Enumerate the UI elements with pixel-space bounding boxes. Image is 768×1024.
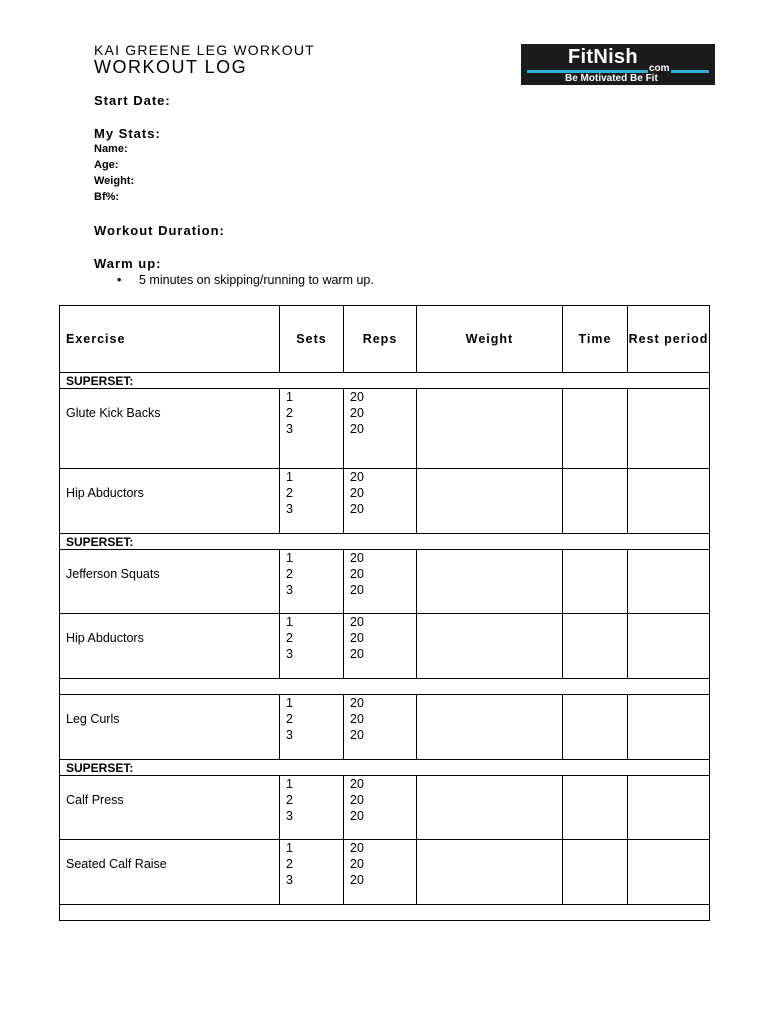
set-number: 1 — [286, 841, 293, 855]
bullet-icon: • — [117, 273, 122, 287]
reps-cell[interactable] — [344, 840, 417, 905]
sets-cell[interactable] — [280, 469, 344, 534]
time-cell[interactable] — [563, 840, 628, 905]
document-subtitle: WORKOUT LOG — [94, 57, 248, 77]
table-row — [60, 776, 710, 840]
set-number: 3 — [286, 728, 293, 742]
header-exercise: Exercise — [60, 306, 280, 373]
set-number: 1 — [286, 777, 293, 791]
set-number: 2 — [286, 793, 293, 807]
reps-cell[interactable] — [344, 695, 417, 760]
set-number: 1 — [286, 615, 293, 629]
rep-count: 20 — [350, 615, 364, 629]
blank-cell — [60, 905, 710, 921]
table-row — [60, 550, 710, 614]
blank-row — [60, 679, 710, 695]
weight-cell[interactable] — [417, 776, 563, 840]
superset-row — [60, 534, 710, 550]
reps-cell[interactable] — [344, 614, 417, 679]
document-title: KAI GREENE LEG WORKOUT — [94, 42, 315, 58]
superset-row — [60, 760, 710, 776]
stat-bodyfat: Bf%: — [94, 191, 120, 203]
rep-count: 20 — [350, 470, 364, 484]
superset-label: SUPERSET: — [60, 373, 710, 389]
rep-count: 20 — [350, 631, 364, 645]
superset-label: SUPERSET: — [60, 760, 710, 776]
rep-count: 20 — [350, 857, 364, 871]
time-cell[interactable] — [563, 695, 628, 760]
stat-name: Name: — [94, 143, 128, 155]
set-number: 3 — [286, 422, 293, 436]
rep-count: 20 — [350, 390, 364, 404]
set-number: 1 — [286, 470, 293, 484]
set-number: 1 — [286, 696, 293, 710]
fitnish-logo — [521, 44, 715, 85]
rep-count: 20 — [350, 422, 364, 436]
logo-suffix: com — [649, 63, 670, 74]
blank-row — [60, 905, 710, 921]
time-cell[interactable] — [563, 776, 628, 840]
rep-count: 20 — [350, 841, 364, 855]
reps-cell[interactable] — [344, 776, 417, 840]
warmup-item — [117, 273, 374, 287]
logo-brand: FitNish — [565, 46, 641, 69]
set-number: 3 — [286, 583, 293, 597]
rest-cell[interactable] — [628, 469, 710, 534]
rest-cell[interactable] — [628, 840, 710, 905]
sets-cell[interactable] — [280, 389, 344, 469]
workout-table — [59, 305, 710, 921]
table-row — [60, 389, 710, 469]
header-weight: Weight — [417, 306, 563, 373]
set-number: 3 — [286, 873, 293, 887]
set-number: 2 — [286, 857, 293, 871]
weight-cell[interactable] — [417, 695, 563, 760]
rep-count: 20 — [350, 486, 364, 500]
exercise-name: Jefferson Squats — [60, 550, 280, 614]
start-date-label: Start Date: — [94, 93, 171, 108]
table-row — [60, 469, 710, 534]
rep-count: 20 — [350, 647, 364, 661]
table-header-row — [60, 306, 710, 373]
rep-count: 20 — [350, 809, 364, 823]
rest-cell[interactable] — [628, 695, 710, 760]
set-number: 2 — [286, 567, 293, 581]
set-number: 3 — [286, 502, 293, 516]
time-cell[interactable] — [563, 614, 628, 679]
rest-cell[interactable] — [628, 389, 710, 469]
set-number: 2 — [286, 406, 293, 420]
exercise-name: Calf Press — [60, 776, 280, 840]
rep-count: 20 — [350, 873, 364, 887]
rep-count: 20 — [350, 406, 364, 420]
time-cell[interactable] — [563, 469, 628, 534]
exercise-name: Leg Curls — [60, 695, 280, 760]
sets-cell[interactable] — [280, 695, 344, 760]
exercise-name: Seated Calf Raise — [60, 840, 280, 905]
logo-tagline: Be Motivated Be Fit — [565, 73, 658, 84]
warmup-heading: Warm up: — [94, 256, 162, 271]
workout-duration-label: Workout Duration: — [94, 223, 225, 238]
weight-cell[interactable] — [417, 469, 563, 534]
reps-cell[interactable] — [344, 550, 417, 614]
sets-cell[interactable] — [280, 776, 344, 840]
weight-cell[interactable] — [417, 389, 563, 469]
rep-count: 20 — [350, 728, 364, 742]
superset-row — [60, 373, 710, 389]
superset-label: SUPERSET: — [60, 534, 710, 550]
blank-cell — [60, 679, 710, 695]
exercise-name: Glute Kick Backs — [60, 389, 280, 469]
warmup-text: 5 minutes on skipping/running to warm up. — [139, 273, 374, 287]
rest-cell[interactable] — [628, 614, 710, 679]
header-sets: Sets — [280, 306, 344, 373]
rep-count: 20 — [350, 777, 364, 791]
time-cell[interactable] — [563, 550, 628, 614]
stat-weight: Weight: — [94, 175, 135, 187]
table-row — [60, 840, 710, 905]
set-number: 3 — [286, 809, 293, 823]
header-time: Time — [563, 306, 628, 373]
set-number: 1 — [286, 551, 293, 565]
rep-count: 20 — [350, 793, 364, 807]
rest-cell[interactable] — [628, 550, 710, 614]
rep-count: 20 — [350, 712, 364, 726]
time-cell[interactable] — [563, 389, 628, 469]
set-number: 3 — [286, 647, 293, 661]
set-number: 1 — [286, 390, 293, 404]
reps-cell[interactable] — [344, 469, 417, 534]
stats-heading: My Stats: — [94, 126, 161, 141]
reps-cell[interactable] — [344, 389, 417, 469]
sets-cell[interactable] — [280, 550, 344, 614]
rest-cell[interactable] — [628, 776, 710, 840]
rep-count: 20 — [350, 551, 364, 565]
table-row — [60, 614, 710, 679]
header-reps: Reps — [344, 306, 417, 373]
exercise-name: Hip Abductors — [60, 614, 280, 679]
rep-count: 20 — [350, 583, 364, 597]
exercise-name: Hip Abductors — [60, 469, 280, 534]
rep-count: 20 — [350, 567, 364, 581]
rep-count: 20 — [350, 502, 364, 516]
weight-cell[interactable] — [417, 840, 563, 905]
set-number: 2 — [286, 712, 293, 726]
weight-cell[interactable] — [417, 550, 563, 614]
set-number: 2 — [286, 631, 293, 645]
set-number: 2 — [286, 486, 293, 500]
header-rest: Rest period — [628, 306, 710, 373]
table-row — [60, 695, 710, 760]
sets-cell[interactable] — [280, 614, 344, 679]
stat-age: Age: — [94, 159, 119, 171]
sets-cell[interactable] — [280, 840, 344, 905]
rep-count: 20 — [350, 696, 364, 710]
weight-cell[interactable] — [417, 614, 563, 679]
